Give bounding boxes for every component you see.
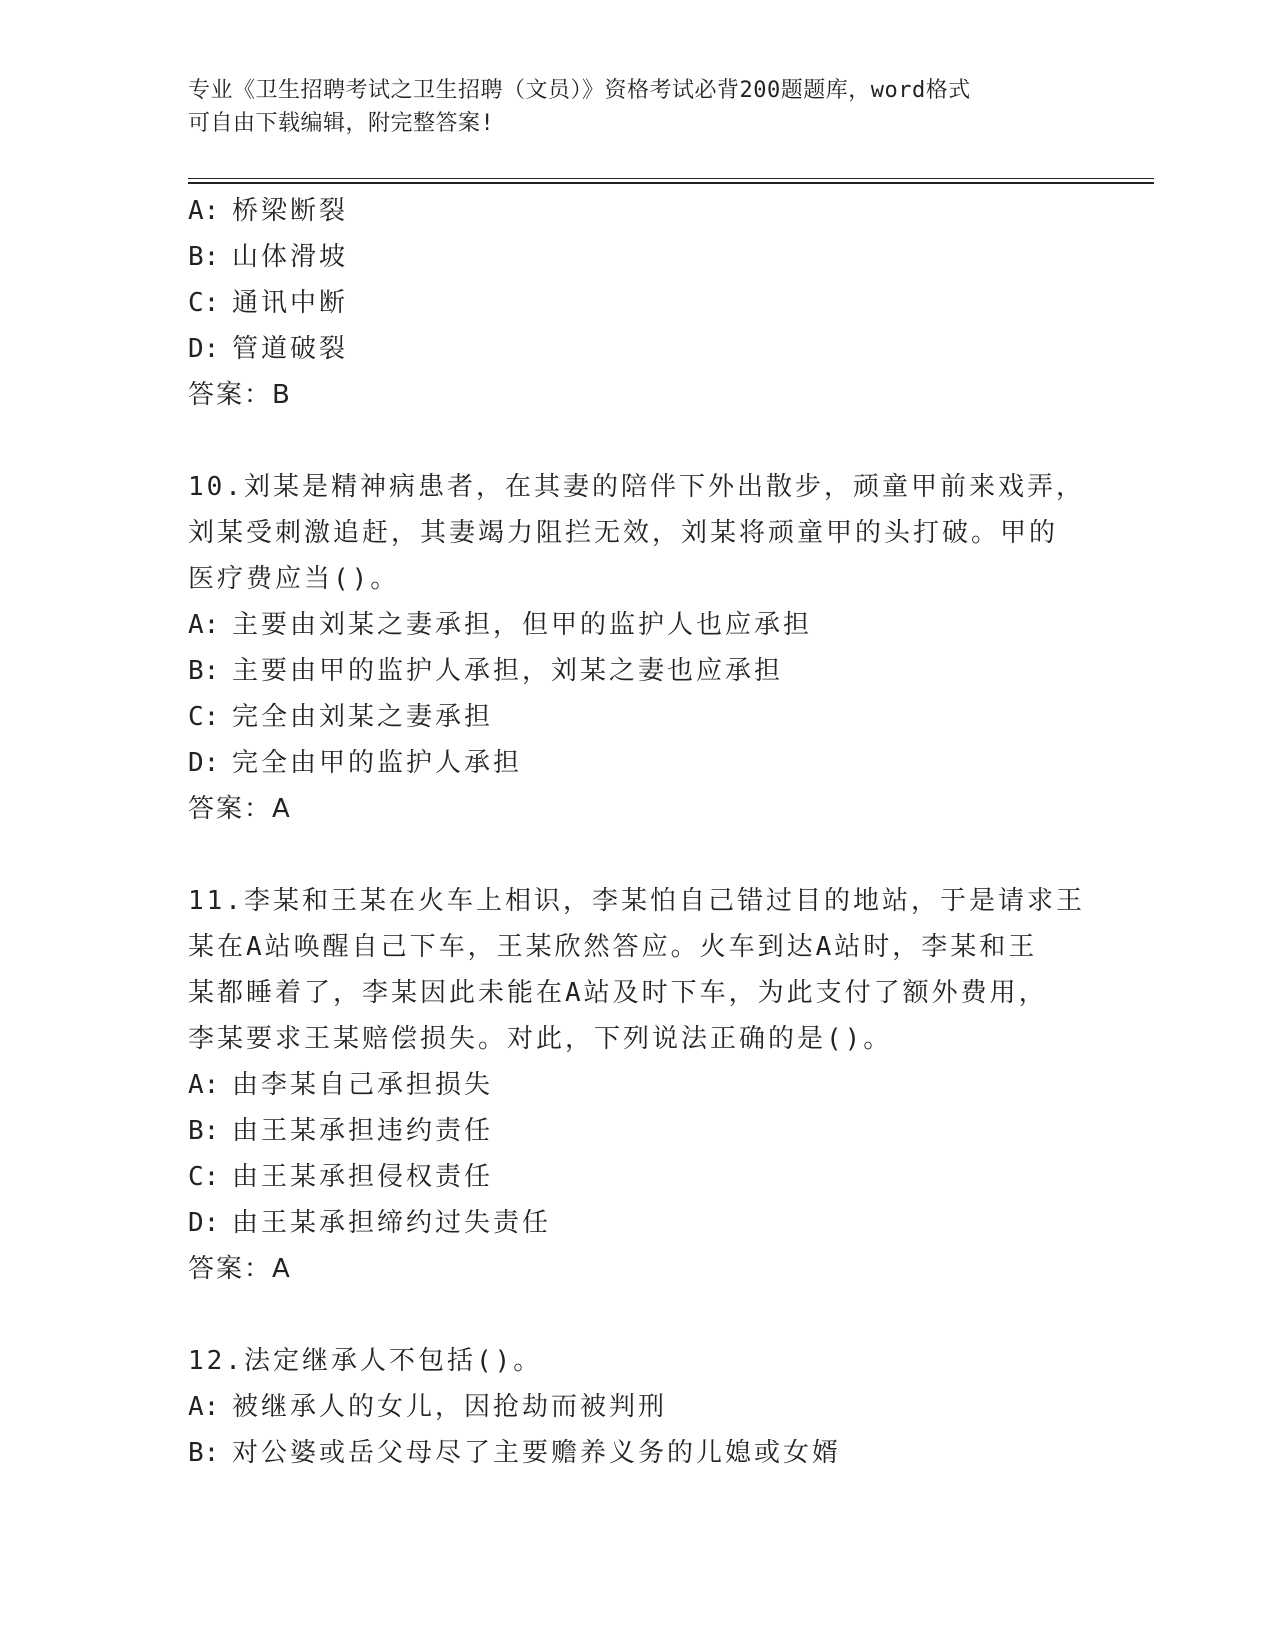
option-letter: A: — [188, 1070, 220, 1100]
option-letter: D: — [188, 334, 220, 364]
q12-option-b — [188, 1430, 1088, 1476]
q9-answer: 答案：B — [188, 380, 292, 410]
q10-option-d — [188, 740, 1088, 786]
q10-option-a — [188, 602, 1088, 648]
q9-option-d — [188, 326, 1088, 372]
option-letter: C: — [188, 1162, 220, 1192]
q10-stem-line-1: 10.刘某是精神病患者，在其妻的陪伴下外出散步，顽童甲前来戏弄， — [188, 472, 1085, 502]
option-text: 完全由甲的监护人承担 — [232, 748, 523, 778]
option-text: 被继承人的女儿，因抢劫而被判刑 — [232, 1392, 668, 1422]
q9-option-b — [188, 234, 1088, 280]
q11-option-d — [188, 1200, 1088, 1246]
q9-option-a — [188, 188, 1088, 234]
option-text: 通讯中断 — [232, 288, 349, 318]
option-letter: B: — [188, 1438, 220, 1468]
option-text: 由李某自己承担损失 — [232, 1070, 494, 1100]
option-text: 由王某承担侵权责任 — [232, 1162, 494, 1192]
option-text: 主要由甲的监护人承担，刘某之妻也应承担 — [232, 656, 784, 686]
header-line-1: 专业《卫生招聘考试之卫生招聘（文员）》资格考试必背200题题库，word格式 — [188, 78, 971, 103]
option-letter: B: — [188, 1116, 220, 1146]
option-text: 山体滑坡 — [232, 242, 349, 272]
q11-option-b — [188, 1108, 1088, 1154]
question-11 — [188, 878, 1088, 1292]
spacer — [188, 418, 1088, 464]
option-text: 对公婆或岳父母尽了主要赡养义务的儿媳或女婿 — [232, 1438, 842, 1468]
option-letter: D: — [188, 1208, 220, 1238]
q11-answer: 答案：A — [188, 1254, 292, 1284]
option-text: 主要由刘某之妻承担，但甲的监护人也应承担 — [232, 610, 813, 640]
option-letter: D: — [188, 748, 220, 778]
q12-option-a — [188, 1384, 1088, 1430]
question-10 — [188, 464, 1088, 832]
option-text: 桥梁断裂 — [232, 196, 349, 226]
option-letter: A: — [188, 1392, 220, 1422]
header-rule-thin — [188, 178, 1154, 179]
q11-option-a — [188, 1062, 1088, 1108]
q10-answer: 答案：A — [188, 794, 292, 824]
option-letter: A: — [188, 610, 220, 640]
q11-stem-line-3: 某都睡着了，李某因此未能在A站及时下车，为此支付了额外费用， — [188, 978, 1048, 1008]
option-letter: C: — [188, 288, 220, 318]
header-rule-thick — [188, 182, 1154, 184]
q10-stem-line-3: 医疗费应当()。 — [188, 564, 400, 594]
option-text: 完全由刘某之妻承担 — [232, 702, 494, 732]
spacer — [188, 1292, 1088, 1338]
option-letter: A: — [188, 196, 220, 226]
q11-option-c — [188, 1154, 1088, 1200]
q11-stem-line-2: 某在A站唤醒自己下车，王某欣然答应。火车到达A站时，李某和王 — [188, 932, 1038, 962]
question-12 — [188, 1338, 1088, 1476]
question-9 — [188, 188, 1088, 418]
q12-stem-line-1: 12.法定继承人不包括()。 — [188, 1346, 543, 1376]
question-list — [188, 188, 1088, 1476]
option-text: 管道破裂 — [232, 334, 349, 364]
q11-stem-line-1: 11.李某和王某在火车上相识，李某怕自己错过目的地站，于是请求王 — [188, 886, 1085, 916]
spacer — [188, 832, 1088, 878]
q10-stem-line-2: 刘某受刺激追赶，其妻竭力阻拦无效，刘某将顽童甲的头打破。甲的 — [188, 518, 1059, 548]
option-text: 由王某承担违约责任 — [232, 1116, 494, 1146]
document-header — [188, 74, 1088, 140]
q10-option-c — [188, 694, 1088, 740]
q11-stem-line-4: 李某要求王某赔偿损失。对此，下列说法正确的是()。 — [188, 1024, 893, 1054]
header-line-2: 可自由下载编辑，附完整答案! — [188, 111, 495, 136]
option-letter: B: — [188, 656, 220, 686]
option-text: 由王某承担缔约过失责任 — [232, 1208, 552, 1238]
option-letter: C: — [188, 702, 220, 732]
q9-option-c — [188, 280, 1088, 326]
option-letter: B: — [188, 242, 220, 272]
q10-option-b — [188, 648, 1088, 694]
